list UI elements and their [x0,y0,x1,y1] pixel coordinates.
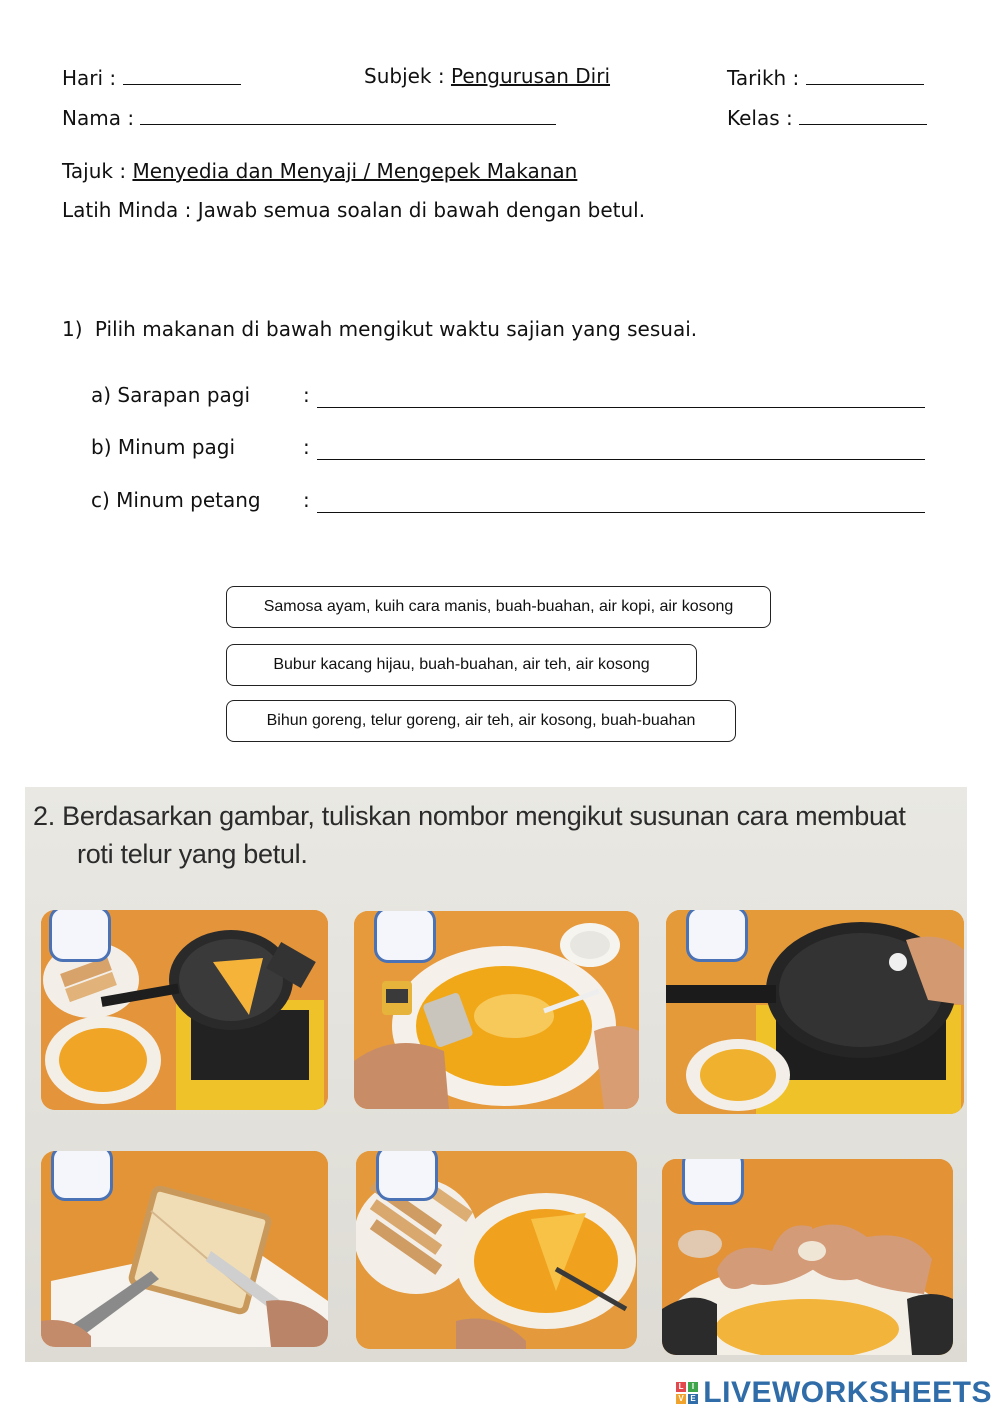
hari-label: Hari : [62,66,117,90]
choice-samosa[interactable]: Samosa ayam, kuih cara manis, buah-buahan, air kopi, air kosong [226,586,771,628]
question-1-text: Pilih makanan di bawah mengikut waktu sajian yang sesuai. [94,317,698,341]
liveworksheets-icon: L I V E [676,1382,698,1404]
tajuk-row [62,159,577,183]
nama-label: Nama : [62,106,135,130]
choice-bihun[interactable]: Bihun goreng, telur goreng, air teh, air kosong, buah-buahan [226,700,736,742]
answer-colon: : [303,383,310,407]
question-1 [62,317,697,341]
kelas-row [727,104,927,130]
answer-colon: : [303,435,310,459]
answer-row-minum-pagi [91,435,927,463]
step-number-box-1[interactable] [49,910,111,962]
latih-minda-instruction: Latih Minda : Jawab semua soalan di bawah dengan betul. [62,198,646,222]
kelas-label: Kelas : [727,106,793,130]
answer-label-sarapan: a) Sarapan pagi [91,383,251,407]
step-number-box-5[interactable] [376,1151,438,1201]
panel-cracking-egg [662,1159,953,1355]
answer-colon: : [303,488,310,512]
step-number-box-4[interactable] [51,1151,113,1201]
panel-mixing-eggs [354,911,639,1109]
subjek-value: Pengurusan Diri [450,64,611,88]
step-number-box-2[interactable] [374,911,436,963]
question-2-line2: roti telur yang betul. [77,839,308,869]
tajuk-label: Tajuk : [62,159,127,183]
panel-frying-bread [41,910,328,1110]
subjek-label: Subjek : [364,64,445,88]
step-number-box-3[interactable] [686,910,748,962]
answer-label-minum-petang: c) Minum petang [91,488,261,512]
answer-row-sarapan [91,383,927,411]
question-2-line1: 2. Berdasarkan gambar, tuliskan nombor mengikut susunan cara membuat [33,801,906,831]
liveworksheets-brand: LIVEWORKSHEETS [703,1376,992,1409]
step-number-box-6[interactable] [682,1159,744,1205]
answer-label-minum-pagi: b) Minum pagi [91,435,236,459]
nama-blank[interactable] [140,104,556,125]
question-1-number: 1) [62,317,83,341]
tarikh-label: Tarikh : [727,66,800,90]
answer-input-minum-pagi[interactable] [317,435,925,460]
kelas-blank[interactable] [799,104,927,125]
panel-heating-pan [666,910,964,1114]
hari-blank[interactable] [123,64,241,85]
answer-input-sarapan[interactable] [317,383,925,408]
tajuk-value: Menyedia dan Menyaji / Mengepek Makanan [132,159,578,183]
question-2-photo [25,787,967,1362]
choice-bubur[interactable]: Bubur kacang hijau, buah-buahan, air teh, air kosong [226,644,697,686]
tarikh-blank[interactable] [806,64,924,85]
tarikh-row [727,64,924,90]
liveworksheets-logo [676,1376,992,1410]
nama-row [62,104,556,130]
panel-dipping-bread [356,1151,637,1349]
answer-row-minum-petang [91,488,927,516]
panel-cutting-bread [41,1151,328,1347]
subjek-row [364,64,610,88]
hari-row [62,64,241,90]
answer-input-minum-petang[interactable] [317,488,925,513]
